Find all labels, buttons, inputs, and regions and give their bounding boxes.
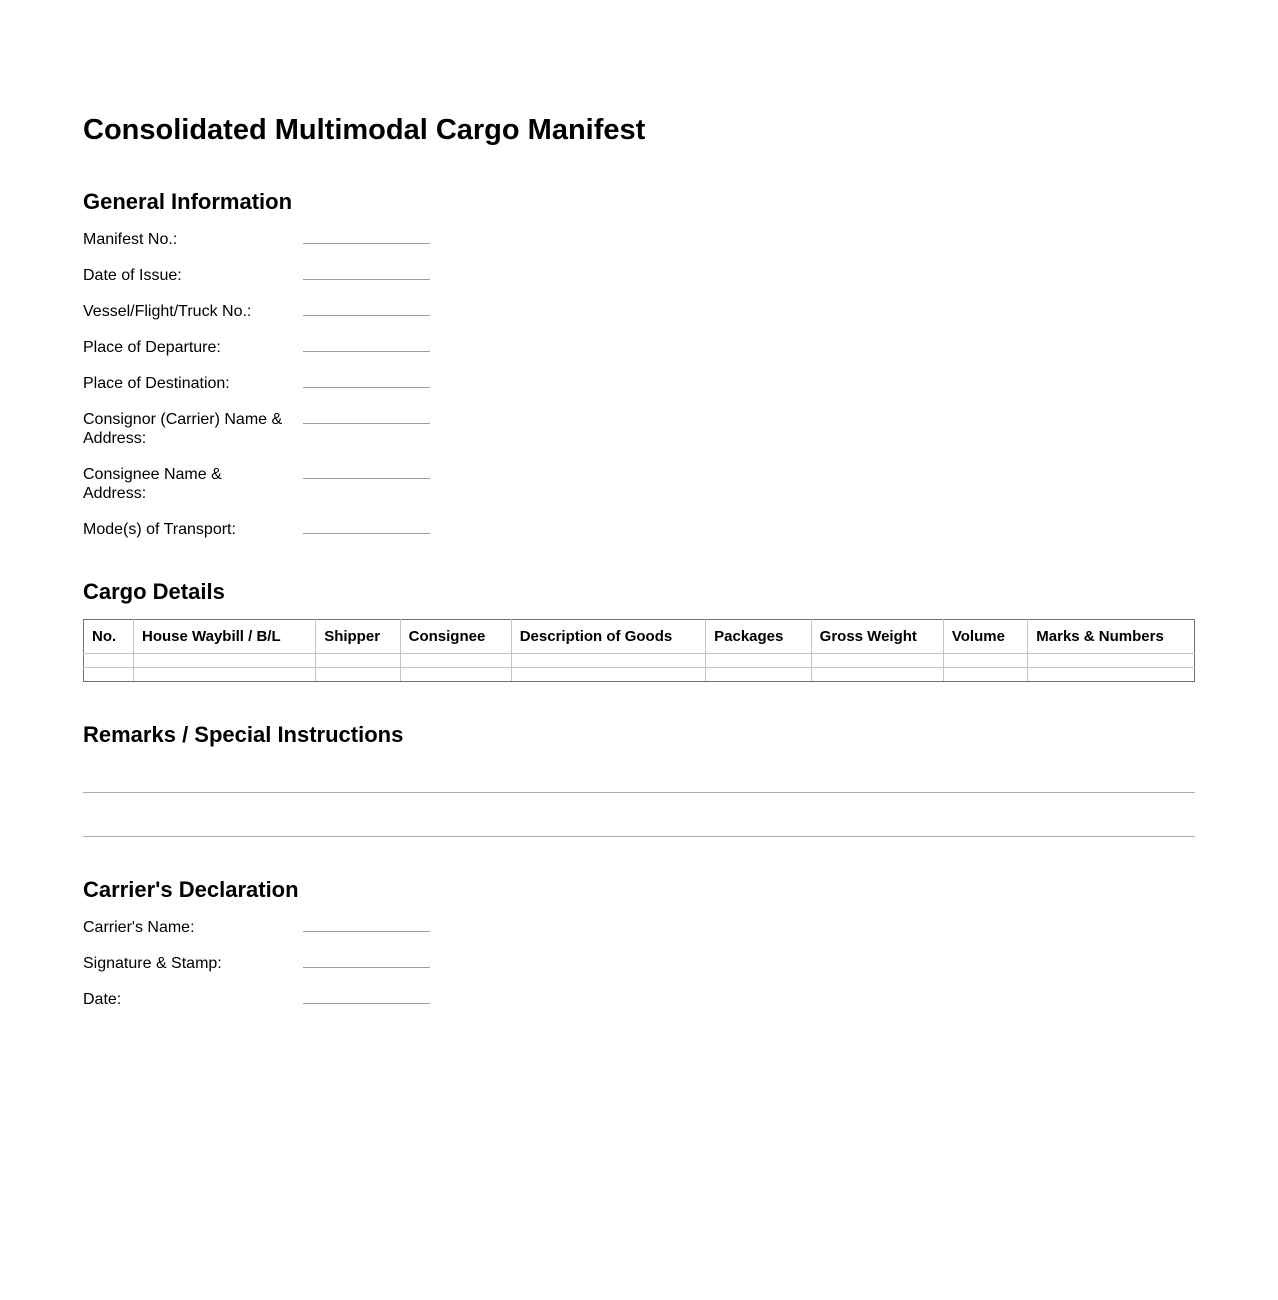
field-blank-line [303,266,430,280]
field-row-vessel-flight-truck-no [83,302,1195,321]
table-header-cell-shipper: Shipper [316,619,400,653]
table-cell [84,667,134,681]
field-label: Place of Departure: [83,338,221,356]
field-row-date [83,990,1195,1009]
field-label: Date: [83,990,122,1008]
page-title: Consolidated Multimodal Cargo Manifest [83,114,646,146]
general-information-heading: General Information [83,189,293,215]
table-cell [511,653,705,667]
field-label: Place of Destination: [83,374,230,392]
table-cell [811,653,943,667]
table-header-cell-consignee: Consignee [400,619,511,653]
field-row-consignor-name-address [83,410,1195,448]
field-label: Mode(s) of Transport: [83,520,236,538]
field-blank-line [303,410,430,424]
table-cell [133,653,315,667]
table-header-cell-marks-numbers: Marks & Numbers [1028,619,1195,653]
field-label: Signature & Stamp: [83,954,222,972]
remarks-blank-line [83,836,1195,837]
field-blank-line [303,374,430,388]
table-row [84,653,1195,667]
table-cell [706,653,812,667]
table-cell [400,667,511,681]
field-label: Vessel/Flight/Truck No.: [83,302,252,320]
field-label: Consignor (Carrier) Name & Address: [83,410,283,447]
field-row-place-of-destination [83,374,1195,393]
field-row-modes-of-transport [83,520,1195,539]
remarks-heading: Remarks / Special Instructions [83,721,404,747]
field-blank-line [303,465,430,479]
field-row-manifest-no [83,230,1195,249]
field-label: Manifest No.: [83,230,178,248]
field-row-consignee-name-address [83,465,1195,503]
table-cell [1028,653,1195,667]
table-header-cell-description-of-goods: Description of Goods [511,619,705,653]
cargo-details-heading: Cargo Details [83,578,225,604]
field-blank-line [303,230,430,244]
table-header-cell-volume: Volume [943,619,1027,653]
table-row [84,667,1195,681]
table-header-cell-packages: Packages [706,619,812,653]
table-cell [811,667,943,681]
field-blank-line [303,990,430,1004]
remarks-section [83,722,1195,837]
field-row-date-of-issue [83,266,1195,285]
field-blank-line [303,954,430,968]
table-cell [1028,667,1195,681]
table-cell [511,667,705,681]
field-blank-line [303,302,430,316]
field-row-signature-stamp [83,954,1195,973]
field-row-place-of-departure [83,338,1195,357]
carriers-declaration-heading: Carrier's Declaration [83,877,299,903]
cargo-details-table [83,619,1195,682]
table-header-cell-house-waybill: House Waybill / B/L [133,619,315,653]
table-cell [706,667,812,681]
table-cell [943,667,1027,681]
field-row-carriers-name [83,918,1195,937]
field-blank-line [303,520,430,534]
table-cell [316,667,400,681]
remarks-blank-line [83,792,1195,793]
field-label: Date of Issue: [83,266,182,284]
table-cell [133,667,315,681]
field-blank-line [303,338,430,352]
table-header-cell-no: No. [84,619,134,653]
table-cell [400,653,511,667]
table-header-cell-gross-weight: Gross Weight [811,619,943,653]
table-cell [316,653,400,667]
field-label: Consignee Name & Address: [83,465,222,502]
table-cell [84,653,134,667]
table-header-row [84,619,1195,653]
field-blank-line [303,918,430,932]
table-cell [943,653,1027,667]
field-label: Carrier's Name: [83,918,195,936]
